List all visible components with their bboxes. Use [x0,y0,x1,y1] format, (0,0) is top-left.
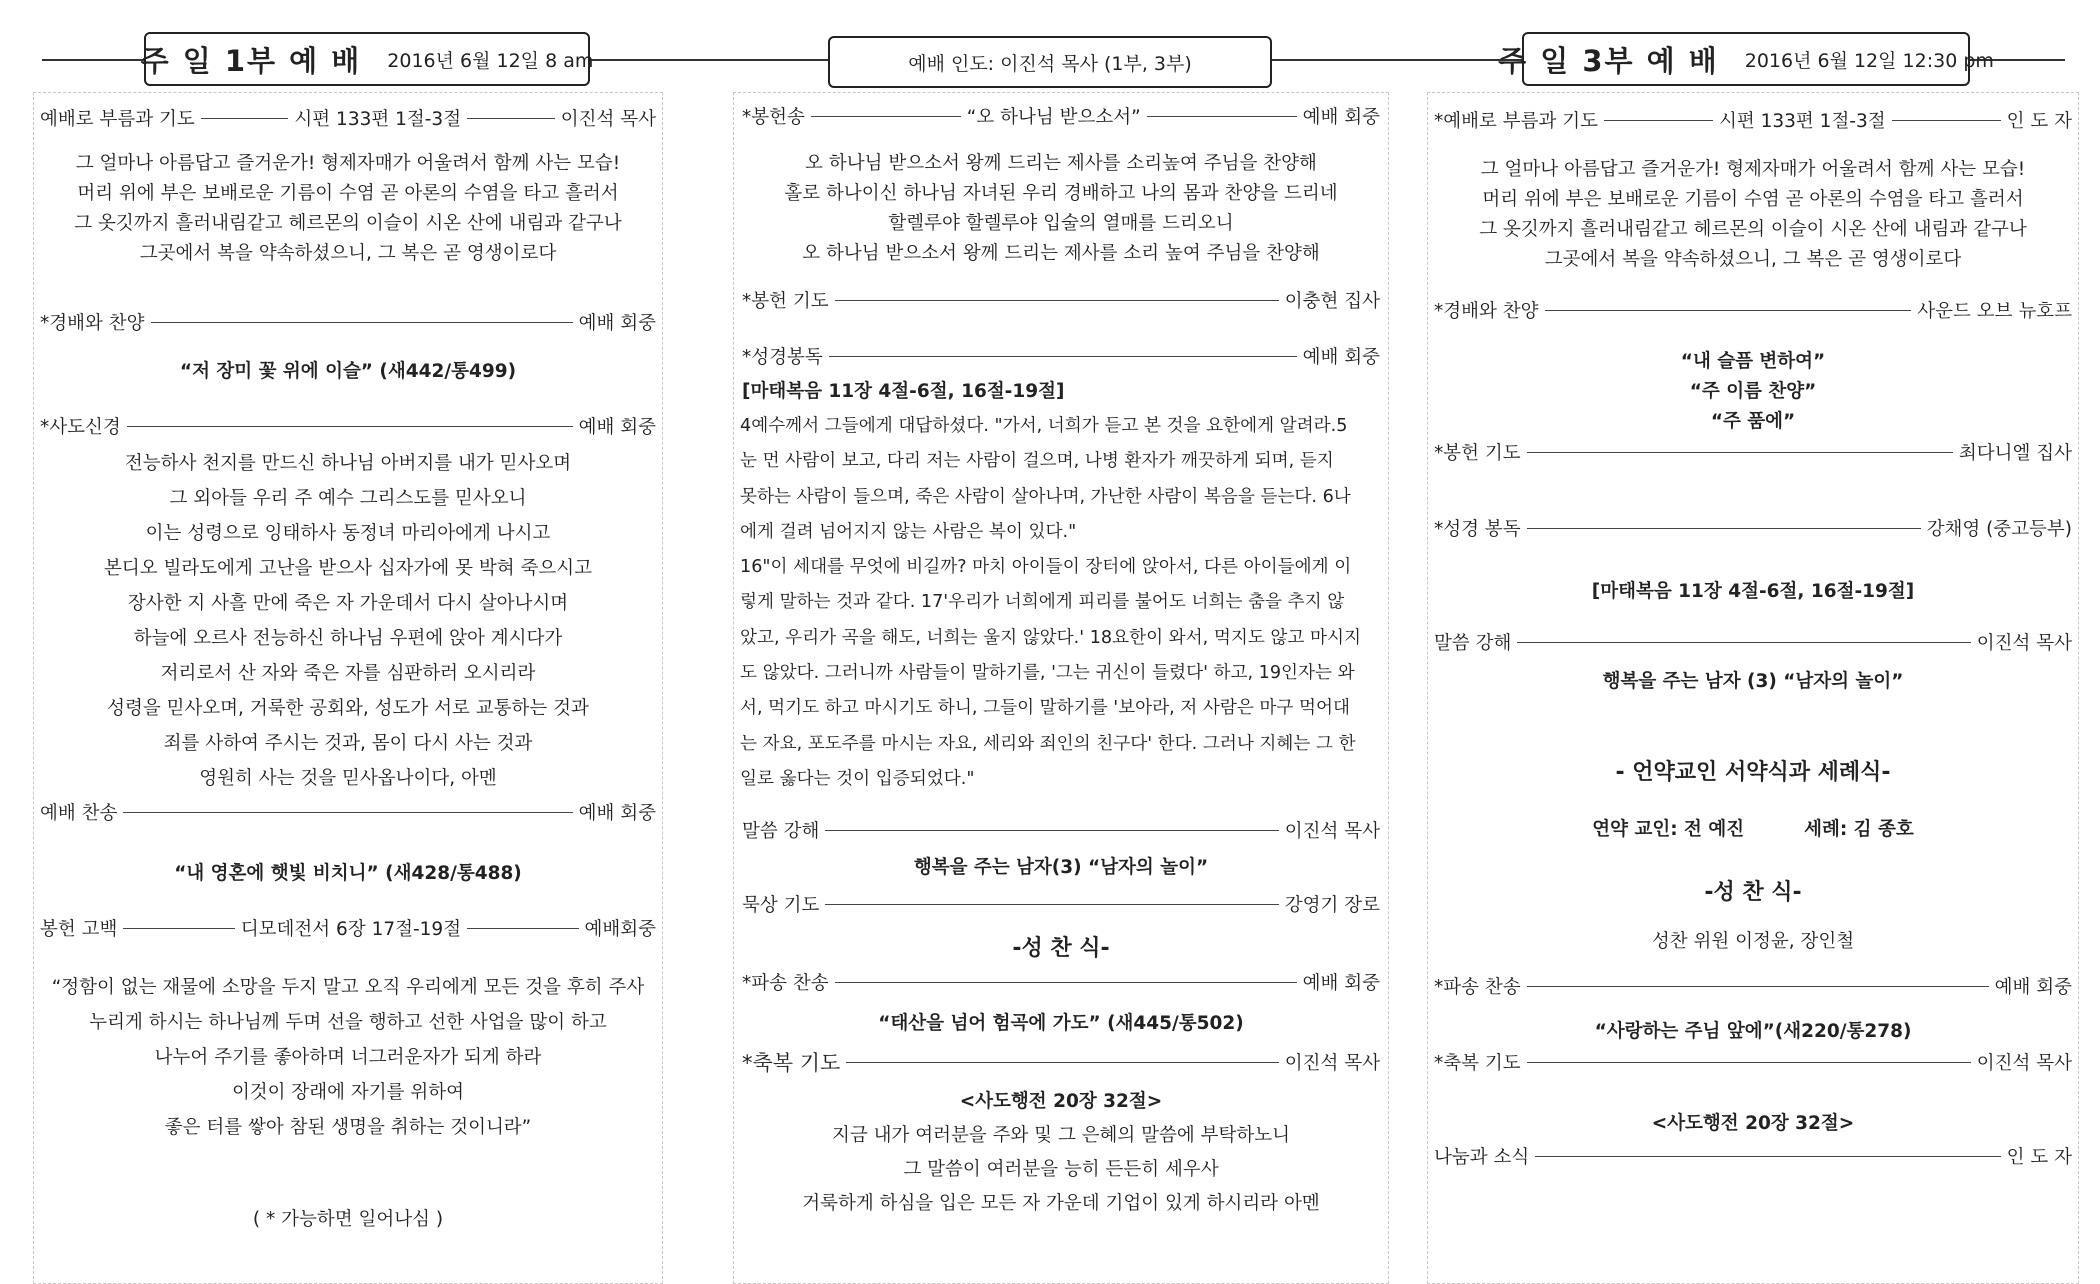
communion-heading-3: -성 찬 식- [1704,880,1802,905]
creed-line-10: 영원히 사는 것을 믿사옵나이다, 아멘 [199,768,497,789]
offering-line-4: 이것이 장래에 자기를 위하여 [231,1082,465,1103]
sending-hymn-row-3: *파송 찬송 예배 회중 [1434,977,2072,998]
silent-prayer-row: 묵상 기도 강영기 장로 [742,895,1380,916]
psalm-line-3-3: 그 옷깃까지 흘러내림같고 헤르몬의 이슬이 시온 산에 내림과 같구나 [1479,219,2027,240]
psalm-line-4: 그곳에서 복을 약속하셨으니, 그 복은 곧 영생이로다 [139,243,557,264]
benediction-reference-3: <사도행전 20장 32절> [1651,1113,1855,1134]
sermon-row-3: 말씀 강해 이진석 목사 [1434,633,2072,654]
creed-line-5: 장사한 지 사흘 만에 죽은 자 가운데서 다시 살아나시며 [127,593,569,614]
creed-line-2: 그 외아들 우리 주 예수 그리스도를 믿사오니 [169,488,527,509]
creed-line-3: 이는 성령으로 잉태하사 동정녀 마리아에게 나시고 [145,523,551,544]
scripture-reference: [마태복음 11장 4절-6절, 16절-19절] [742,381,1065,402]
service-3-column [1427,92,2079,1284]
sermon-title: 행복을 주는 남자(3) “남자의 놀이” [913,857,1209,878]
announcements-row: 나눔과 소식 인 도 자 [1434,1147,2072,1168]
psalm-line-3: 그 옷깃까지 흘러내림같고 헤르몬의 이슬이 시온 산에 내림과 같구나 [74,213,622,234]
benediction-line-2: 그 말씀이 여러분을 능히 든든히 세우사 [903,1159,1219,1180]
leader-text: 예배 인도: 이진석 목사 (1부, 3부) [908,52,1192,75]
praise-song-3: “주 품에” [1710,411,1796,432]
creed-line-9: 죄를 사하여 주시는 것과, 몸이 다시 사는 것과 [163,733,533,754]
praise-song: “저 장미 꽃 위에 이슬” (새442/통499) [179,361,517,382]
creed-line-4: 본디오 빌라도에게 고난을 받으사 십자가에 못 박혀 죽으시고 [104,558,592,579]
praise-row: *경배와 찬양 예배 회중 [40,313,656,334]
psalm-line-3-2: 머리 위에 부은 보배로운 기름이 수염 곧 아론의 수염을 타고 흘러서 [1482,189,2024,210]
hymn-row: 예배 찬송 예배 회중 [40,803,656,824]
praise-song-2: “주 이름 찬양” [1689,381,1817,402]
sending-hymn-row: *파송 찬송 예배 회중 [742,973,1380,994]
standing-note: ( * 가능하면 일어나심 ) [252,1209,444,1230]
benediction-reference: <사도행전 20장 32절> [959,1091,1163,1112]
psalm-line-2: 머리 위에 부은 보배로운 기름이 수염 곧 아론의 수염을 타고 흘러서 [77,183,619,204]
psalm-line-1: 그 얼마나 아름답고 즐거운가! 형제자매가 어울려서 함께 사는 모습! [75,153,621,174]
call-to-worship-row: 예배로 부름과 기도 시편 133편 1절-3절 이진석 목사 [40,109,657,130]
sermon-title-3: 행복을 주는 남자 (3) “남자의 놀이” [1602,671,1904,692]
scripture-row-3: *성경 봉독 강채영 (중고등부) [1434,519,2072,540]
service-1-date: 2016년 6월 12일 8 am [387,49,594,72]
service-3-title: 주 일 3부 예 배 [1498,43,1719,78]
offering-line-2: 누리게 하시는 하나님께 두며 선을 행하고 선한 사업을 많이 하고 [89,1012,607,1033]
creed-line-7: 저리로서 산 자와 죽은 자를 심판하러 오시리라 [160,663,536,684]
offertory-line-2: 홀로 하나이신 하나님 자녀된 우리 경배하고 나의 몸과 찬양을 드리네 [784,183,1338,204]
scripture-passage: 4예수께서 그들에게 대답하셨다. "가서, 너희가 듣고 본 것을 요한에게 알려라.5 눈 먼 사람이 보고, 다리 저는 사람이 걸으며, 나병 환자가 깨끗하게 되며, 듣지 못하는 사람이 들으며, 죽은 사람이 살아나며, 가난한 사람이 복음을 듣는다. 6나 에게 걸려 넘어지지 않는 사람은 복이 있다." 16"이 세대를 무엇에 비길까? 마치 아이들이 장터에 앉아서, 다른 아이들에게 이 렇게 말하는 것과 같다. 17'우리가 너희에게 피리를 불어도 너희는 춤을 추지 않 았고, 우리가 곡을 해도, 너희는 울지 않았다.' 18요한이 와서, 먹지도 않고 마시지 도 않았다. 그러니까 사람들이 말하기를, '그는 귀신이 들렸다' 하고, 19인자는 와 서, 먹기도 하고 마시기도 하니, 그들이 말하기를 '보아라, 저 사람은 마구 먹어대 는 자요, 포도주를 마시는 자요, 세리와 죄인의 친구다' 한다. 그러나 지혜는 그 한 일로 옳다는 것이 입증되었다." [740,416,1361,789]
offertory-line-1: 오 하나님 받으소서 왕께 드리는 제사를 소리높여 주님을 찬양해 [805,153,1317,174]
creed-line-8: 성령을 믿사오며, 거룩한 공회와, 성도가 서로 교통하는 것과 [107,698,589,719]
psalm-line-3-1: 그 얼마나 아름답고 즐거운가! 형제자매가 어울려서 함께 사는 모습! [1480,159,2026,180]
call-to-worship-row-3: *예배로 부름과 기도 시편 133편 1절-3절 인 도 자 [1434,111,2073,132]
communion-committee: 성찬 위원 이정윤, 장인철 [1651,931,1855,952]
sending-hymn-title-3: “사랑하는 주님 앞에”(새220/통278) [1594,1021,1912,1042]
header-service-3 [1498,32,1994,86]
psalm-line-3-4: 그곳에서 복을 약속하셨으니, 그 복은 곧 영생이로다 [1544,249,1962,270]
service-3-date: 2016년 6월 12일 12:30 pm [1744,49,1994,72]
creed-line-6: 하늘에 오르사 전능하신 하나님 우편에 앉아 계시다가 [133,628,563,649]
offertory-row: *봉헌송 “오 하나님 받으소서” 예배 회중 [742,107,1380,128]
offering-line-1: “정함이 없는 재물에 소망을 두지 말고 오직 우리에게 모든 것을 후히 주사 [51,977,645,998]
header-rule-left-2 [588,59,828,61]
service-1-title: 주 일 1부 예 배 [140,43,362,78]
creed-row: *사도신경 예배 회중 [40,417,656,438]
hymn-title: “내 영혼에 햇빛 비치니” (새428/통488) [174,863,522,884]
benediction-line-3: 거룩하게 하심을 입은 모든 자 가운데 기업이 있게 하시리라 아멘 [802,1193,1320,1214]
ceremony-participants: 연약 교인: 전 예진 세례: 김 종호 [1592,819,1914,840]
benediction-row-3: *축복 기도 이진석 목사 [1434,1053,2072,1074]
scripture-row: *성경봉독 예배 회중 [742,347,1380,368]
ceremony-heading: - 언약교인 서약식과 세례식- [1615,760,1891,785]
creed-line-1: 전능하사 천지를 만드신 하나님 아버지를 내가 믿사오며 [124,453,572,474]
praise-song-1: “내 슬픔 변하여” [1680,351,1826,372]
offering-prayer-row-3: *봉헌 기도 최다니엘 집사 [1434,443,2072,464]
center-column [733,92,1389,1284]
offering-line-5: 좋은 터를 쌓아 참된 생명을 취하는 것이니라” [164,1117,532,1138]
offertory-line-3: 할렐루야 할렐루야 입술의 열매를 드리오니 [888,213,1234,234]
benediction-row: *축복 기도 이진석 목사 [742,1051,1380,1075]
sermon-row: 말씀 강해 이진석 목사 [742,821,1380,842]
scripture-reference-3: [마태복음 11장 4절-6절, 16절-19절] [1591,581,1915,602]
communion-heading: -성 찬 식- [1012,936,1110,961]
offering-line-3: 나누어 주기를 좋아하며 너그러운자가 되게 하라 [154,1047,542,1068]
offertory-line-4: 오 하나님 받으소서 왕께 드리는 제사를 소리 높여 주님을 찬양해 [802,243,1320,264]
offering-prayer-row: *봉헌 기도 이충현 집사 [742,291,1380,312]
sending-hymn-title: “태산을 넘어 험곡에 가도” (새445/통502) [878,1013,1244,1034]
offering-confession-row: 봉헌 고백 디모데전서 6장 17절-19절 예배회중 [40,919,656,940]
header-service-1 [140,32,594,86]
service-1-column [33,92,663,1284]
benediction-line-1: 지금 내가 여러분을 주와 및 그 은혜의 말씀에 부탁하노니 [831,1125,1291,1146]
header-rule-left-1 [42,59,146,61]
header-rule-right-1 [1268,59,1524,61]
header-leader [828,36,1272,88]
praise-row-3: *경배와 찬양 사운드 오브 뉴호프 [1434,301,2072,322]
